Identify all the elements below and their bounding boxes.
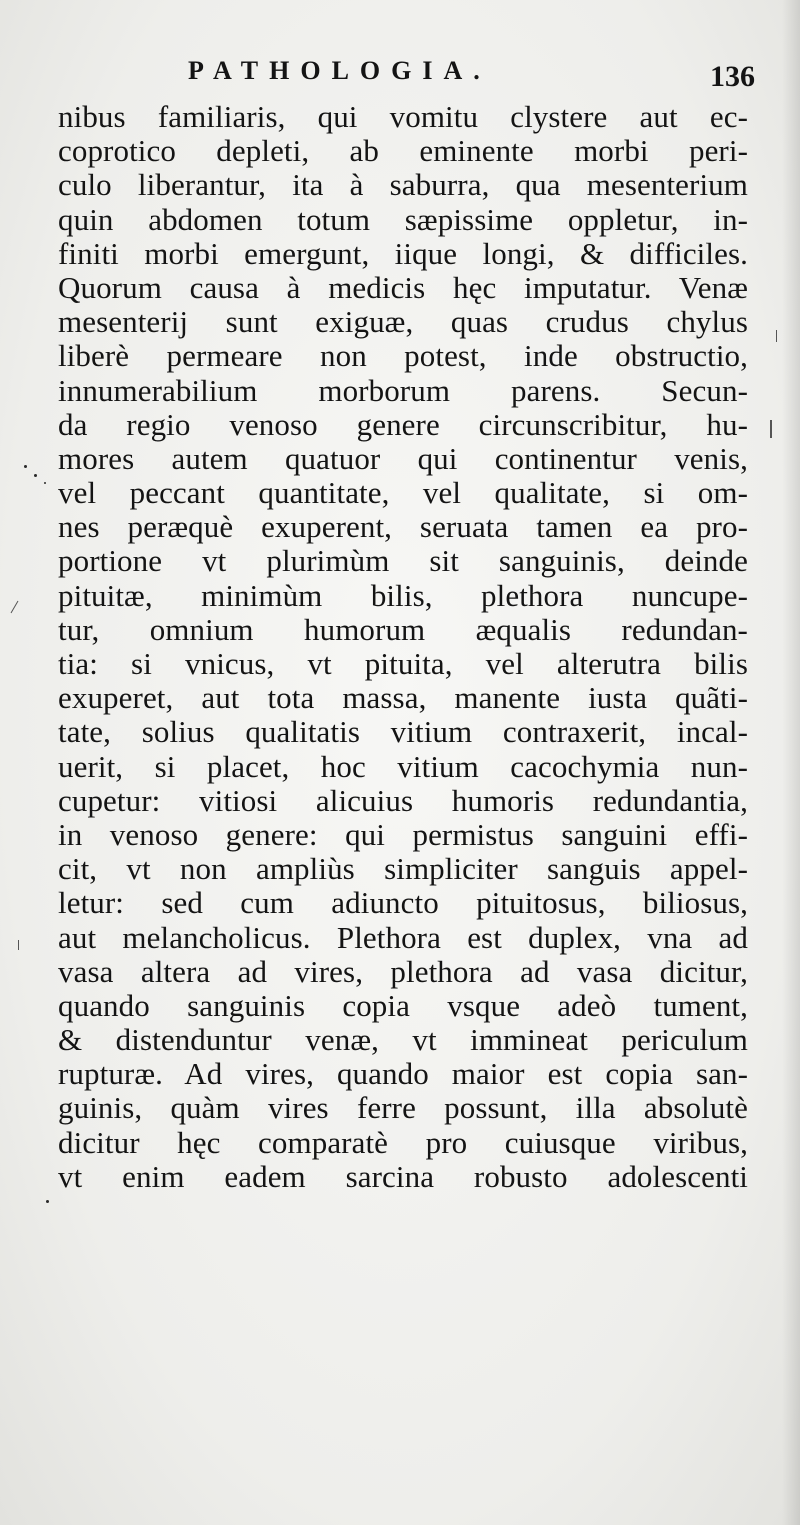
text-line: culo liberantur, ita à saburra, qua mesenterium [58,167,748,203]
scan-mark [770,420,772,438]
scan-speck [46,1200,49,1203]
text-line: innumerabilium morborum parens. Secun- [58,372,748,408]
text-line: nibus familiaris, qui vomitu clystere aut ec- [58,99,748,134]
text-line: rupturæ. Ad vires, quando maior est copia san- [58,1056,748,1092]
text-line: mores autem quatuor qui continentur venis, [58,440,748,476]
scan-speck [44,482,46,484]
running-head: PATHOLOGIA. [188,56,491,85]
text-line: exuperet, aut tota massa, manente iusta quãti- [58,680,748,716]
scan-speck [24,465,27,468]
text-line: liberè permeare non potest, inde obstructio, [58,338,748,374]
text-line: quando sanguinis copia vsque adeò tument, [58,987,748,1023]
page-edge-shadow [782,0,800,1525]
scan-mark [776,330,777,342]
text-line: tate, solius qualitatis vitium contraxerit, incal- [58,714,748,750]
text-line: portione vt plurimùm sit sanguinis, deinde [58,543,748,579]
text-line: quin abdomen totum sæpissime oppletur, in- [58,201,748,237]
text-line: vt enim eadem sarcina robusto adolescenti [58,1158,748,1194]
text-line: da regio venoso genere circunscribitur, hu- [58,406,748,442]
scan-speck [34,474,37,477]
text-line: vasa altera ad vires, plethora ad vasa dicitur, [58,953,748,989]
body-text [58,100,748,1194]
text-line: cit, vt non ampliùs simpliciter sanguis appel- [58,851,748,887]
text-line: tur, omnium humorum æqualis redundan- [58,611,748,647]
text-line: mesenterij sunt exiguæ, quas crudus chylus [58,304,748,340]
text-line: aut melancholicus. Plethora est duplex, vna ad [58,919,748,955]
text-line: guinis, quàm vires ferre possunt, illa absolutè [58,1090,748,1126]
text-line: in venoso genere: qui permistus sanguini effi- [58,816,748,852]
text-line: & distenduntur venæ, vt immineat periculum [58,1022,748,1058]
text-line: pituitæ, minimùm bilis, plethora nuncupe- [58,577,748,613]
page-number: 136 [710,60,755,93]
text-line: letur: sed cum adiuncto pituitosus, biliosus, [58,885,748,921]
text-line: Quorum causa à medicis hęc imputatur. Venæ [58,269,748,305]
text-line: vel peccant quantitate, vel qualitate, si om- [58,475,748,511]
text-line: tia: si vnicus, vt pituita, vel alterutra bilis [58,646,748,681]
text-line: uerit, si placet, hoc vitium cacochymia nun- [58,748,748,784]
text-line: finiti morbi emergunt, iique longi, & difficiles. [58,235,748,271]
text-line: coprotico depleti, ab eminente morbi peri- [58,133,748,169]
scan-mark [18,940,19,950]
scan-mark [11,601,19,614]
text-line: dicitur hęc comparatè pro cuiusque viribus, [58,1124,748,1160]
text-line: cupetur: vitiosi alicuius humoris redundantia, [58,782,748,818]
text-line: nes peræquè exuperent, seruata tamen ea pro- [58,509,748,545]
